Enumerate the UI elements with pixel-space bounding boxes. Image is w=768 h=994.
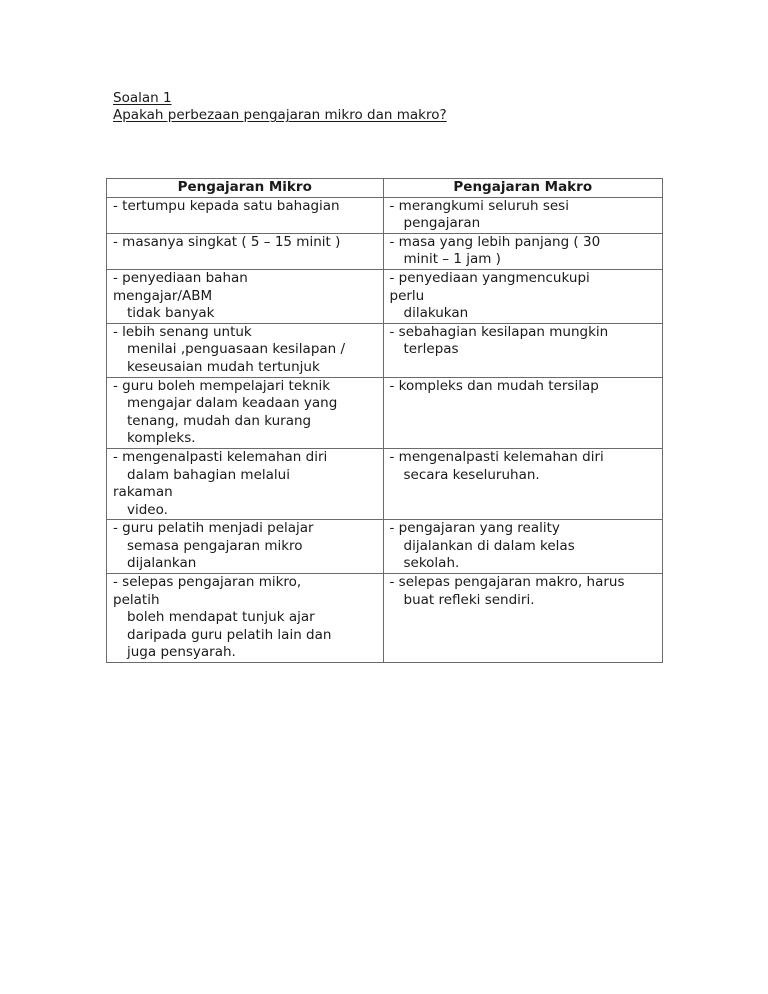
cell-line: semasa pengajaran mikro xyxy=(127,537,303,554)
cell-makro xyxy=(383,377,663,448)
cell-line: terlepas xyxy=(403,341,459,358)
cell-makro xyxy=(383,520,663,574)
cell-line: secara keseluruhan. xyxy=(403,466,540,483)
cell-line: dalam bahagian melalui xyxy=(127,466,290,483)
cell-makro xyxy=(383,269,663,323)
table-row xyxy=(107,448,663,519)
cell-line: perlu xyxy=(389,287,425,304)
cell-line: boleh mendapat tunjuk ajar xyxy=(127,609,315,626)
cell-line: - selepas pengajaran makro, harus xyxy=(389,574,625,591)
cell-line: mengajar dalam keadaan yang xyxy=(127,395,338,412)
cell-mikro xyxy=(107,520,384,574)
cell-line: - masanya singkat ( 5 – 15 minit ) xyxy=(113,233,341,250)
table-row xyxy=(107,323,663,377)
cell-line: - sebahagian kesilapan mungkin xyxy=(389,323,609,340)
cell-line: juga pensyarah. xyxy=(127,644,236,661)
cell-line: mengajar/ABM xyxy=(113,287,213,304)
table-row xyxy=(107,377,663,448)
table-header-row xyxy=(107,179,663,198)
question-text: Apakah perbezaan pengajaran mikro dan makro? xyxy=(113,107,447,123)
question-block xyxy=(113,90,447,124)
cell-line: - merangkumi seluruh sesi xyxy=(389,197,569,214)
cell-line: - lebih senang untuk xyxy=(113,323,252,340)
table-row xyxy=(107,269,663,323)
cell-line: - mengenalpasti kelemahan diri xyxy=(389,448,604,465)
cell-makro xyxy=(383,574,663,663)
cell-mikro xyxy=(107,574,384,663)
cell-line: menilai ,penguasaan kesilapan / xyxy=(127,341,346,358)
cell-line: - guru pelatih menjadi pelajar xyxy=(113,520,314,537)
table-row xyxy=(107,197,663,233)
cell-line: buat refleki sendiri. xyxy=(403,591,535,608)
cell-makro xyxy=(383,197,663,233)
header-mikro: Pengajaran Mikro xyxy=(107,179,384,198)
cell-makro xyxy=(383,233,663,269)
cell-line: - tertumpu kepada satu bahagian xyxy=(113,197,340,214)
cell-line: daripada guru pelatih lain dan xyxy=(127,626,332,643)
cell-line: dijalankan di dalam kelas xyxy=(403,537,575,554)
cell-line: kompleks. xyxy=(127,430,196,447)
cell-line: tenang, mudah dan kurang xyxy=(127,412,312,429)
cell-line: video. xyxy=(127,501,168,518)
header-makro: Pengajaran Makro xyxy=(383,179,663,198)
table-row xyxy=(107,233,663,269)
cell-line: sekolah. xyxy=(403,555,460,572)
cell-line: - kompleks dan mudah tersilap xyxy=(389,377,599,394)
question-title: Soalan 1 xyxy=(113,90,172,106)
cell-line: - penyediaan yangmencukupi xyxy=(389,269,590,286)
table-row xyxy=(107,520,663,574)
cell-line: keseusaian mudah tertunjuk xyxy=(127,358,320,375)
cell-makro xyxy=(383,323,663,377)
cell-line: - penyediaan bahan xyxy=(113,269,248,286)
table-row xyxy=(107,574,663,663)
cell-line: dilakukan xyxy=(403,305,469,322)
cell-mikro xyxy=(107,448,384,519)
cell-line: dijalankan xyxy=(127,555,197,572)
cell-line: - guru boleh mempelajari teknik xyxy=(113,377,331,394)
cell-makro xyxy=(383,448,663,519)
cell-mikro xyxy=(107,269,384,323)
cell-mikro xyxy=(107,233,384,269)
cell-line: rakaman xyxy=(113,484,173,501)
cell-line: pelatih xyxy=(113,591,160,608)
cell-line: - selepas pengajaran mikro, xyxy=(113,574,302,591)
cell-mikro xyxy=(107,377,384,448)
cell-line: minit – 1 jam ) xyxy=(403,251,501,268)
cell-line: - pengajaran yang reality xyxy=(389,520,560,537)
cell-mikro xyxy=(107,323,384,377)
cell-line: - mengenalpasti kelemahan diri xyxy=(113,448,328,465)
cell-mikro xyxy=(107,197,384,233)
cell-line: pengajaran xyxy=(403,215,481,232)
table-body xyxy=(107,197,663,662)
cell-line: tidak banyak xyxy=(127,305,215,322)
comparison-table xyxy=(106,178,663,663)
cell-line: - masa yang lebih panjang ( 30 xyxy=(389,233,601,250)
